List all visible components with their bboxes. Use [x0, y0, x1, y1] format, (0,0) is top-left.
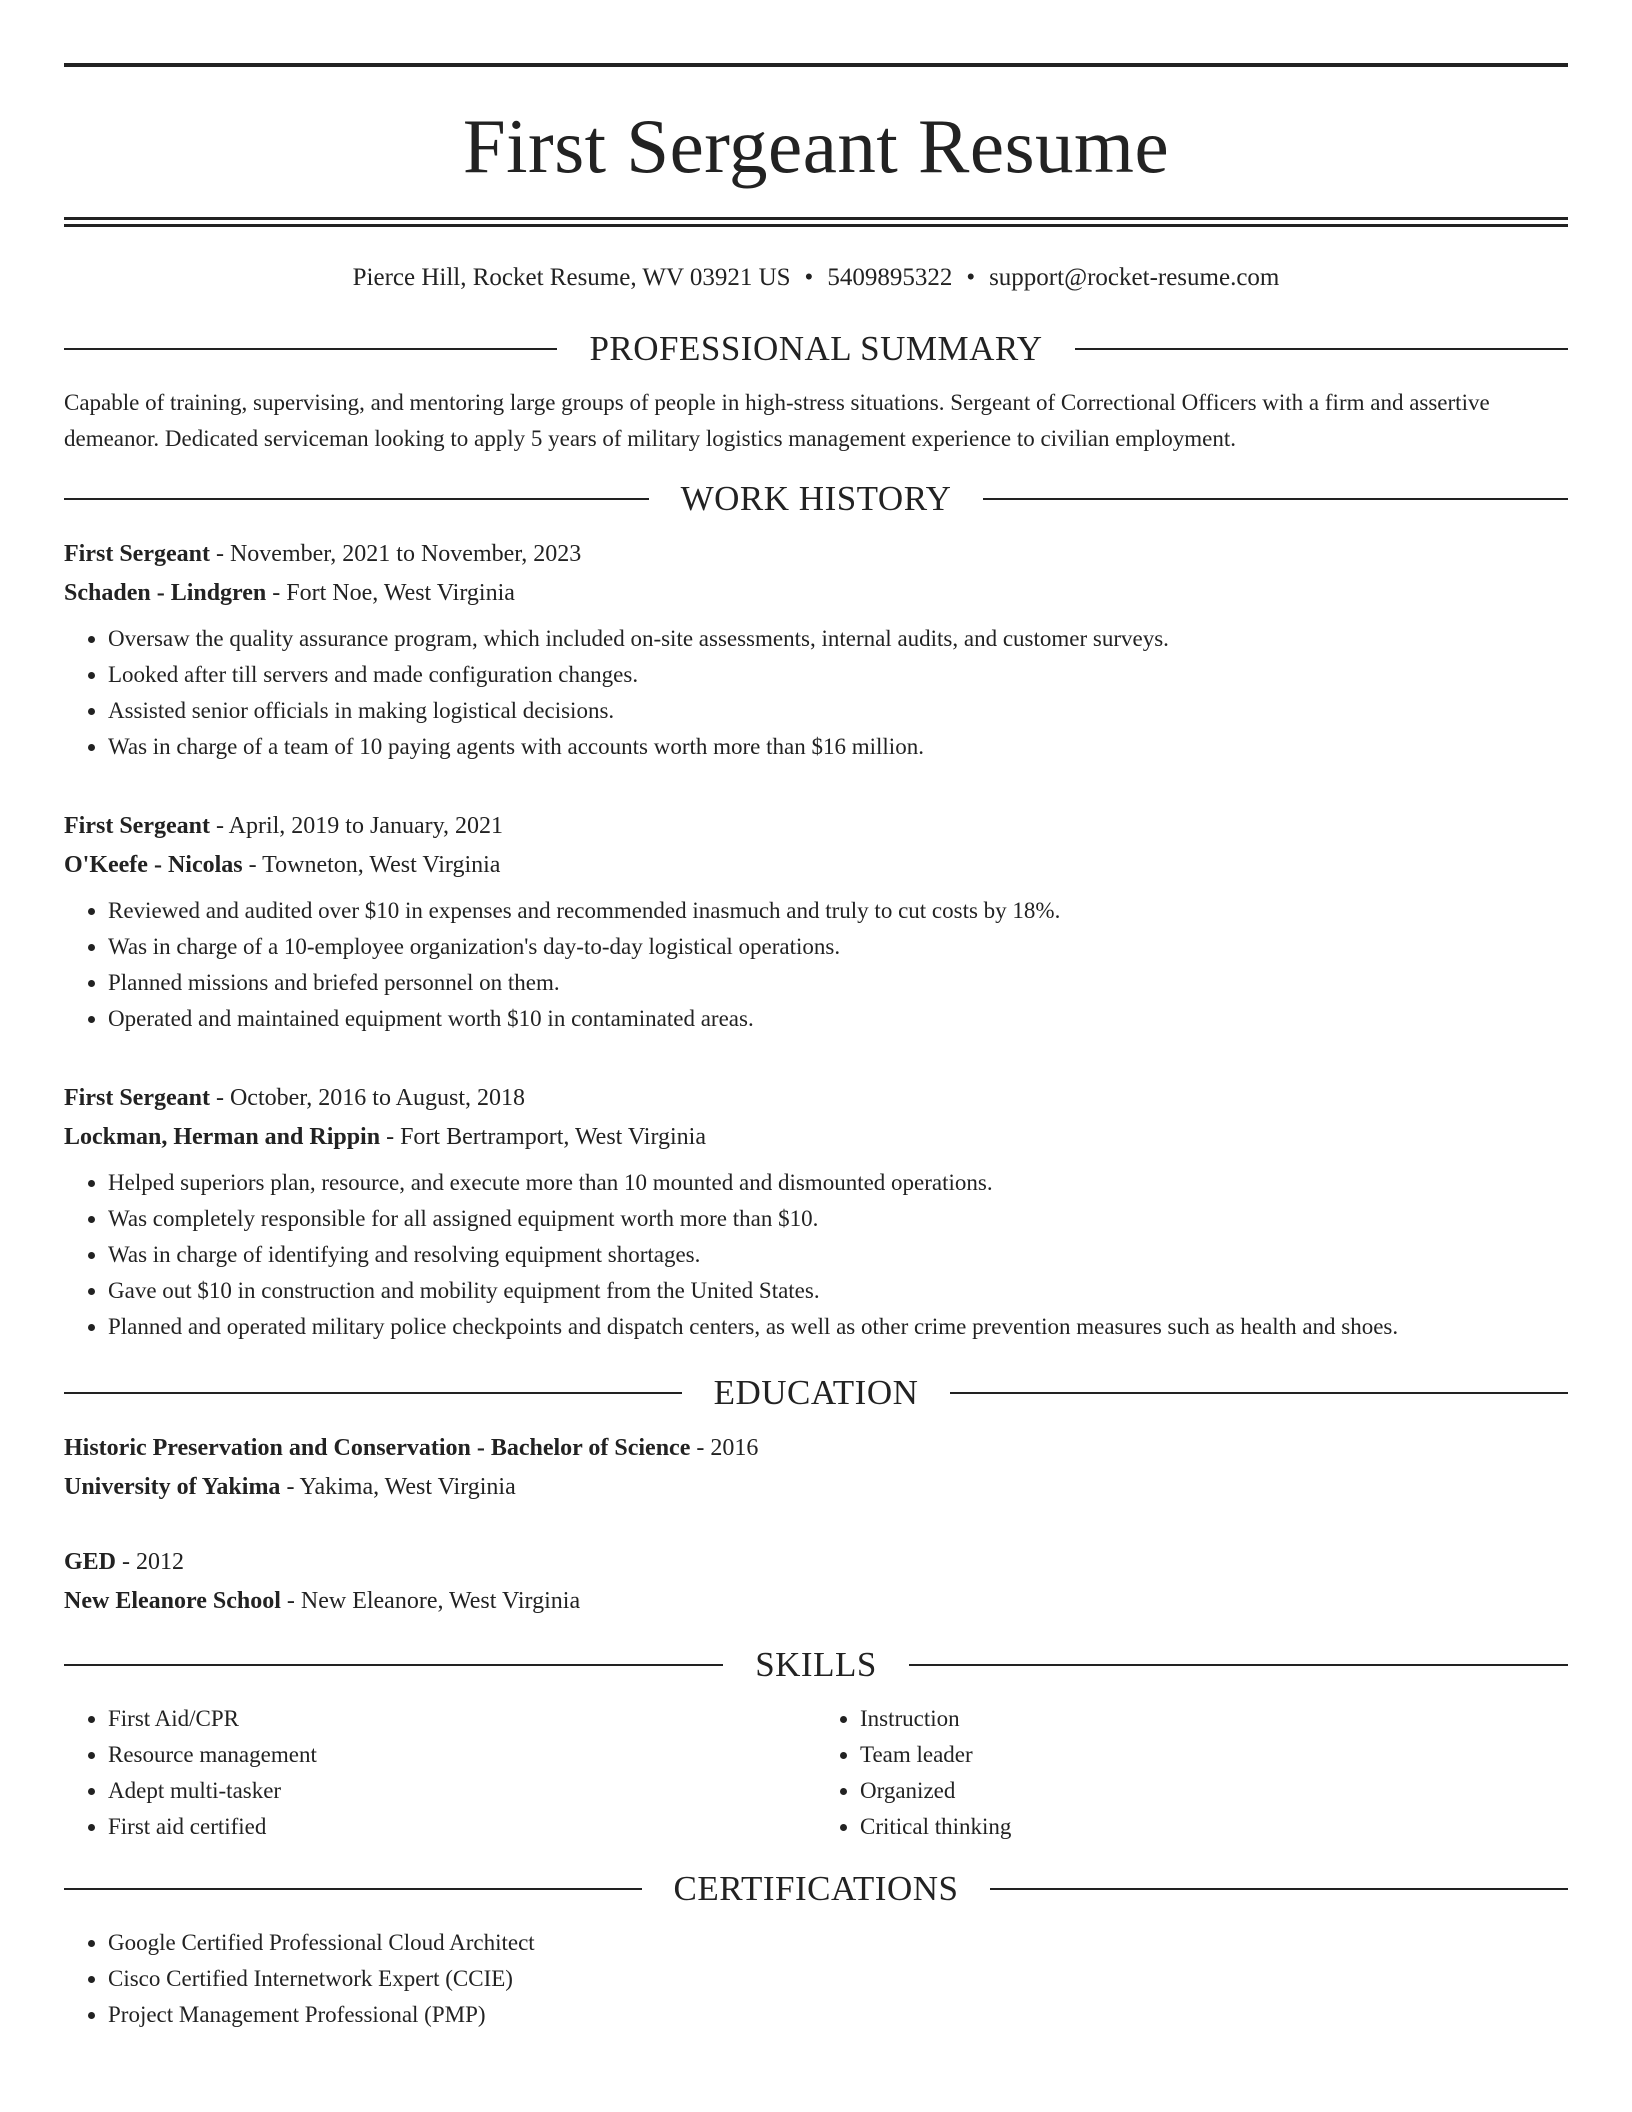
job-bullet: • Planned missions and briefed personnel on them. — [108, 965, 1568, 1001]
contact-separator: • — [804, 264, 814, 291]
job-bullet: • Looked after till servers and made configuration changes. — [108, 657, 1568, 693]
job-company: Schaden - Lindgren — [64, 580, 267, 606]
top-rule — [64, 63, 1568, 67]
job-bullet: • Oversaw the quality assurance program, which included on-site assessments, internal audits, and customer surveys. — [108, 621, 1568, 657]
job-dates: - November, 2021 to November, 2023 — [209, 541, 582, 567]
education-entry — [64, 1429, 1568, 1507]
skill-item: • Instruction — [860, 1701, 1568, 1737]
job-company: O'Keefe - Nicolas — [64, 852, 243, 878]
job-entry — [64, 807, 1568, 1037]
education-school: New Eleanore School — [64, 1588, 281, 1614]
job-title-line — [64, 1079, 1568, 1118]
job-company-line — [64, 846, 1568, 885]
resume-page — [64, 0, 1568, 2033]
job-bullet: • Was completely responsible for all assigned equipment worth more than $10. — [108, 1201, 1568, 1237]
section-rule — [64, 1392, 682, 1394]
education-entry — [64, 1543, 1568, 1621]
job-bullet: • Planned and operated military police checkpoints and dispatch centers, as well as other crime prevention measures such as health and shoes. — [108, 1309, 1568, 1345]
skill-item: • Team leader — [860, 1737, 1568, 1773]
education-degree: Historic Preservation and Conservation - Bachelor of Science — [64, 1435, 691, 1461]
job-bullets — [64, 1165, 1568, 1345]
education-year: - 2016 — [690, 1435, 759, 1461]
section-header-skills — [64, 1643, 1568, 1687]
skill-item: • First Aid/CPR — [108, 1701, 816, 1737]
job-bullet: • Assisted senior officials in making logistical decisions. — [108, 693, 1568, 729]
job-title-line — [64, 807, 1568, 846]
education-location: - New Eleanore, West Virginia — [280, 1588, 581, 1614]
section-title: CERTIFICATIONS — [673, 1869, 959, 1908]
section-header-work — [64, 477, 1568, 521]
job-bullet: • Was in charge of a team of 10 paying agents with accounts worth more than $16 million. — [108, 729, 1568, 765]
education-degree: GED — [64, 1549, 117, 1575]
job-bullet: • Operated and maintained equipment worth $10 in contaminated areas. — [108, 1001, 1568, 1037]
job-location: - Fort Noe, West Virginia — [266, 580, 515, 606]
job-entry — [64, 1079, 1568, 1345]
job-dates: - October, 2016 to August, 2018 — [209, 1085, 525, 1111]
job-title: First Sergeant — [64, 541, 210, 567]
job-location: - Towneton, West Virginia — [242, 852, 501, 878]
section-header-education — [64, 1371, 1568, 1415]
contact-email: support@rocket-resume.com — [989, 264, 1280, 291]
job-title: First Sergeant — [64, 813, 210, 839]
education-degree-line — [64, 1543, 1568, 1582]
section-title: EDUCATION — [713, 1373, 919, 1412]
certification-item: • Cisco Certified Internetwork Expert (CCIE) — [108, 1961, 1568, 1997]
job-bullet: • Helped superiors plan, resource, and execute more than 10 mounted and dismounted operations. — [108, 1165, 1568, 1201]
skill-item: • Critical thinking — [860, 1809, 1568, 1845]
section-title: PROFESSIONAL SUMMARY — [589, 329, 1043, 368]
section-rule — [64, 1664, 723, 1666]
section-header-summary — [64, 327, 1568, 371]
certification-bullets — [64, 1925, 1568, 2033]
section-header-certifications — [64, 1867, 1568, 1911]
job-bullet: • Reviewed and audited over $10 in expenses and recommended inasmuch and truly to cut costs by 18%. — [108, 893, 1568, 929]
section-rule — [983, 498, 1568, 500]
education-school-line — [64, 1468, 1568, 1507]
job-entry — [64, 535, 1568, 765]
resume-title: First Sergeant Resume — [462, 103, 1170, 189]
certification-item: • Google Certified Professional Cloud Architect — [108, 1925, 1568, 1961]
education-school-line — [64, 1582, 1568, 1621]
job-company-line — [64, 1118, 1568, 1157]
section-rule — [990, 1888, 1568, 1890]
skill-item: • First aid certified — [108, 1809, 816, 1845]
education-location: - Yakima, West Virginia — [280, 1474, 516, 1500]
skills-column-left — [64, 1701, 816, 1845]
certification-item: • Project Management Professional (PMP) — [108, 1997, 1568, 2033]
section-rule — [950, 1392, 1568, 1394]
section-rule — [64, 1888, 642, 1890]
skills-column-right — [816, 1701, 1568, 1845]
skills-grid — [64, 1701, 1568, 1845]
contact-line — [64, 261, 1568, 295]
title-double-rule — [64, 217, 1568, 227]
summary-text: Capable of training, supervising, and mentoring large groups of people in high-stress situations. Sergeant of Correctional Officers with a firm and assertive demeanor. Dedicated serviceman looking to apply 5 years of military logistics management experience to civilian employment. — [64, 390, 1490, 451]
job-location: - Fort Bertramport, West Virginia — [380, 1124, 706, 1150]
skill-item: • Adept multi-tasker — [108, 1773, 816, 1809]
job-bullets — [64, 893, 1568, 1037]
contact-separator: • — [966, 264, 976, 291]
education-year: - 2012 — [116, 1549, 185, 1575]
job-bullet: • Was in charge of a 10-employee organization's day-to-day logistical operations. — [108, 929, 1568, 965]
contact-phone: 5409895322 — [827, 264, 953, 291]
job-dates: - April, 2019 to January, 2021 — [209, 813, 504, 839]
section-title: SKILLS — [755, 1645, 877, 1684]
job-company: Lockman, Herman and Rippin — [64, 1124, 381, 1150]
education-degree-line — [64, 1429, 1568, 1468]
job-company-line — [64, 574, 1568, 613]
section-title: WORK HISTORY — [680, 479, 952, 518]
section-rule — [64, 498, 649, 500]
job-bullet: • Was in charge of identifying and resolving equipment shortages. — [108, 1237, 1568, 1273]
job-bullet: • Gave out $10 in construction and mobility equipment from the United States. — [108, 1273, 1568, 1309]
contact-address: Pierce Hill, Rocket Resume, WV 03921 US — [352, 264, 791, 291]
job-title-line — [64, 535, 1568, 574]
skill-item: • Resource management — [108, 1737, 816, 1773]
job-bullets — [64, 621, 1568, 765]
job-title: First Sergeant — [64, 1085, 210, 1111]
education-school: University of Yakima — [64, 1474, 281, 1500]
certifications-list — [64, 1925, 1568, 2033]
section-rule — [1075, 348, 1568, 350]
section-rule — [909, 1664, 1568, 1666]
skill-item: • Organized — [860, 1773, 1568, 1809]
section-rule — [64, 348, 557, 350]
